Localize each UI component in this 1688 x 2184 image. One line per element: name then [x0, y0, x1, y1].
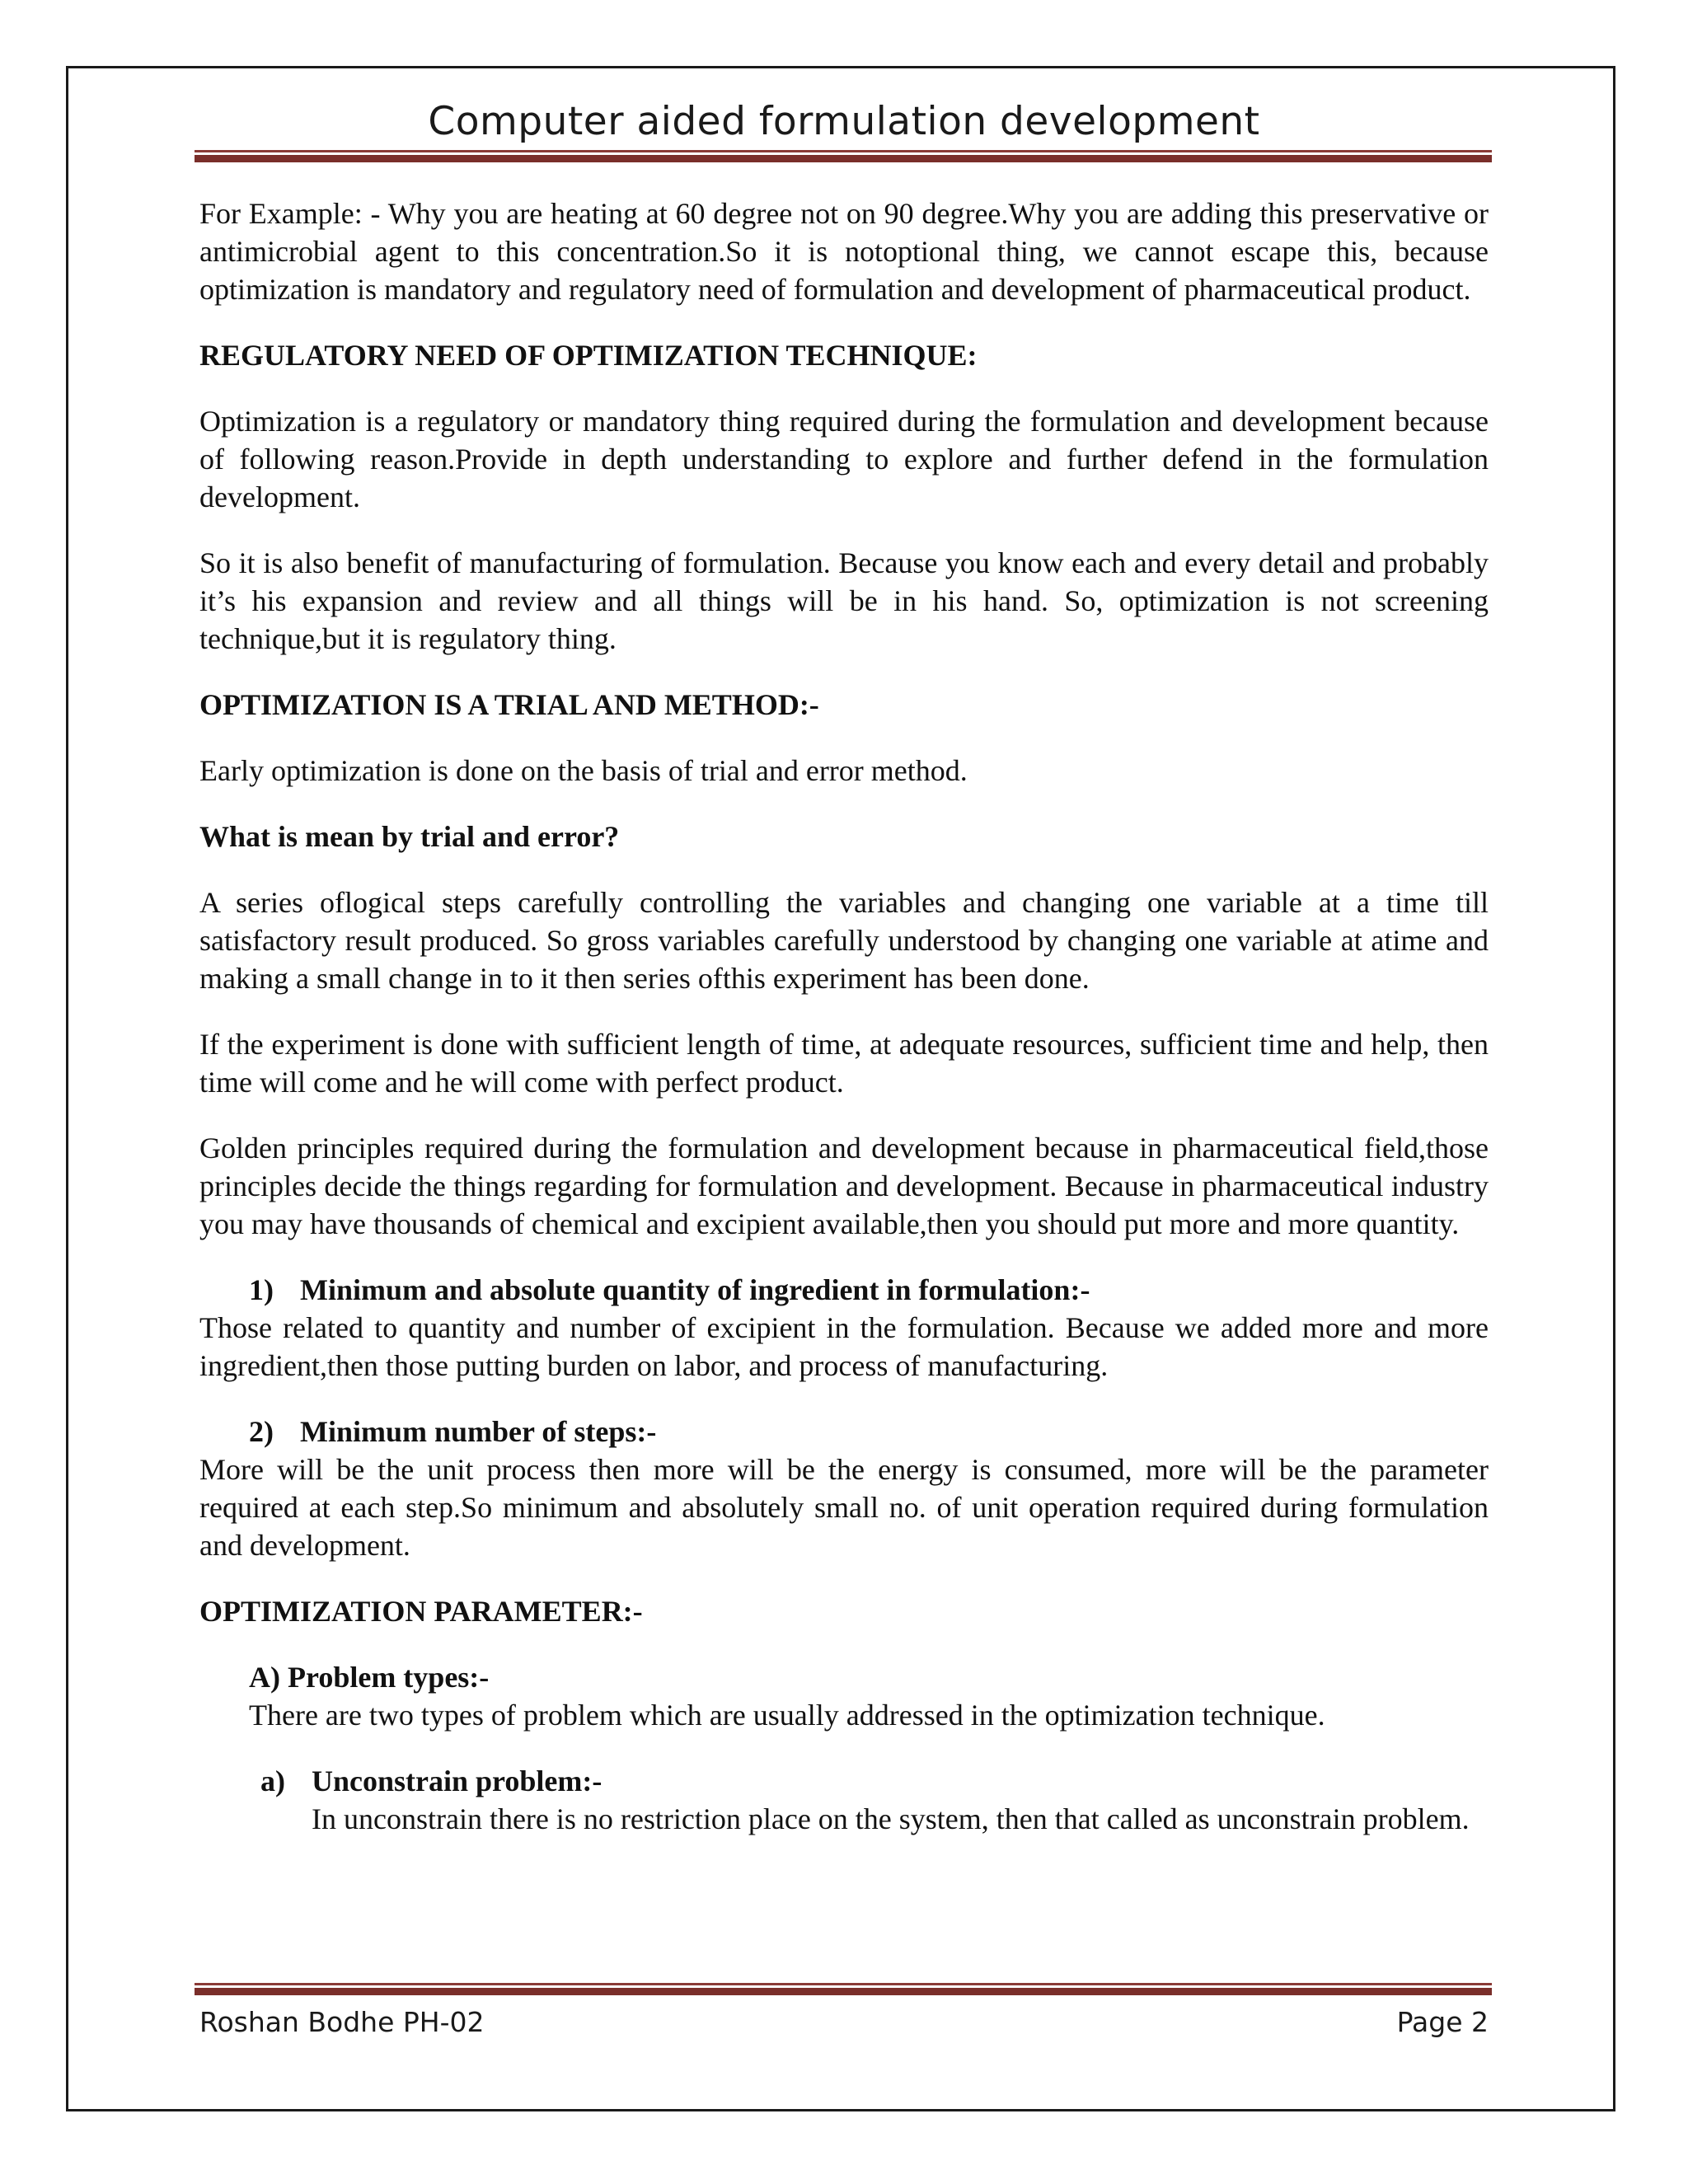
section-heading-problem-types: [199, 1658, 1489, 1696]
list-item-title: Minimum and absolute quantity of ingredient in formulation:-: [300, 1273, 1090, 1306]
paragraph-early-optimization: Early optimization is done on the basis of trial and error method.: [199, 754, 968, 787]
list-item-text: Those related to quantity and number of excipient in the formulation. Because we added more and more ingredient,then those putting burden on labor, and process of manufacturing.: [199, 1311, 1489, 1382]
heading-regulatory-need: REGULATORY NEED OF OPTIMIZATION TECHNIQUE:: [199, 339, 978, 372]
subsection-letter: a): [260, 1765, 285, 1797]
document-body: [199, 194, 1489, 1866]
subsection-heading-unconstrain: [199, 1762, 1489, 1800]
footer-rule: [195, 1983, 1492, 1995]
footer-page-number: Page 2: [1396, 2006, 1489, 2038]
heading-trial-method: OPTIMIZATION IS A TRIAL AND METHOD:-: [199, 688, 819, 721]
section-letter: A): [249, 1661, 280, 1694]
list-number: 2): [249, 1415, 274, 1448]
list-item-text: More will be the unit process then more will be the energy is consumed, more will be the parameter required at each step.So minimum and absolutely small no. of unit operation required during formulation and development.: [199, 1453, 1489, 1562]
section-title: Problem types:-: [288, 1661, 490, 1694]
list-item-heading: [199, 1413, 1489, 1451]
heading-trial-error: What is mean by trial and error?: [199, 820, 620, 853]
section-text: There are two types of problem which are usually addressed in the optimization technique.: [249, 1699, 1325, 1732]
heading-optimization-parameter: OPTIMIZATION PARAMETER:-: [199, 1595, 643, 1628]
paragraph-regulatory: Optimization is a regulatory or mandatory thing required during the formulation and development because of following reason.Provide in depth understanding to explore and further defend in the formulation development.: [199, 405, 1489, 513]
header-rule: [195, 150, 1492, 162]
paragraph-series-steps: A series oflogical steps carefully controlling the variables and changing one variable at a time till satisfactory result produced. So gross variables carefully understood by changing one variable at atime and making a small change in to it then series ofthis experiment has been done.: [199, 886, 1489, 995]
list-item-heading: [199, 1271, 1489, 1309]
subsection-title: Unconstrain problem:-: [312, 1765, 603, 1797]
footer-author: Roshan Bodhe PH-02: [199, 2006, 485, 2038]
subsection-text: In unconstrain there is no restriction place on the system, then that called as unconstrain problem.: [312, 1802, 1470, 1835]
page-footer: [199, 2006, 1489, 2038]
paragraph-sufficient-time: If the experiment is done with sufficient length of time, at adequate resources, sufficient time and help, then time will come and he will come with perfect product.: [199, 1028, 1489, 1099]
paragraph-golden-principles: Golden principles required during the formulation and development because in pharmaceutical field,those principles decide the things regarding for formulation and development. Because in pharmaceutical industry you may have thousands of chemical and excipient available,then you should put more and more quantity.: [199, 1132, 1489, 1240]
list-number: 1): [249, 1273, 274, 1306]
list-item-title: Minimum number of steps:-: [300, 1415, 657, 1448]
paragraph-example: For Example: - Why you are heating at 60 degree not on 90 degree.Why you are adding this preservative or antimicrobial agent to this concentration.So it is notoptional thing, we cannot escape this, because optimization is mandatory and regulatory need of formulation and development of pharmaceutical product.: [199, 197, 1489, 306]
page-title: Computer aided formulation development: [428, 99, 1260, 144]
paragraph-benefit: So it is also benefit of manufacturing of formulation. Because you know each and every detail and probably it’s his expansion and review and all things will be in his hand. So, optimization is not screening technique,but it is regulatory thing.: [199, 546, 1489, 655]
